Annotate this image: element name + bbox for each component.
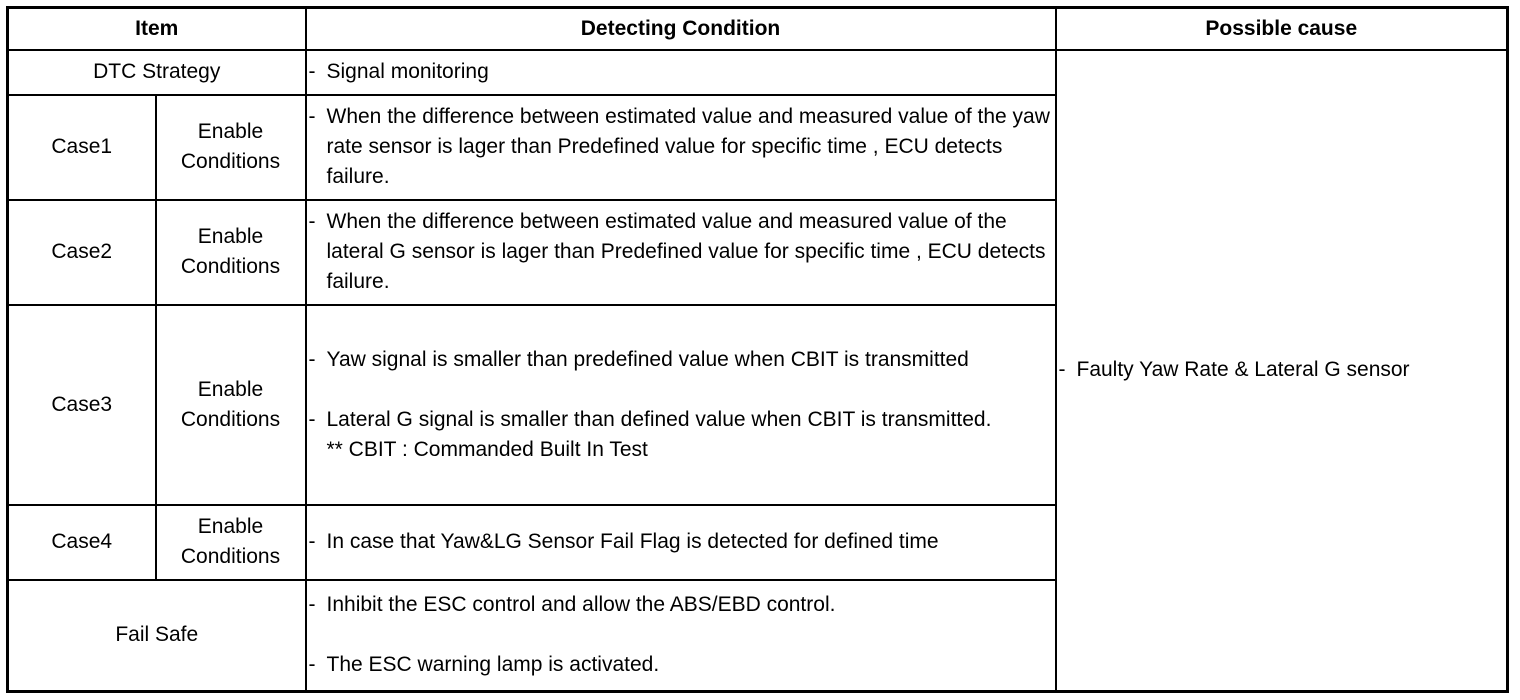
case1-enable-conditions [156, 95, 306, 200]
case2-enable-line1: Enable [197, 225, 264, 248]
case2-condition: - When the difference between estimated value and measured value of the lateral G sensor is lager than Predefined value for specific time , ECU detects failure. [307, 207, 1055, 297]
dtc-strategy-condition: - Signal monitoring [307, 57, 1055, 87]
dtc-detection-table [6, 6, 1509, 693]
fail-safe-condition-cell [306, 580, 1056, 692]
dtc-table-container [6, 6, 1509, 693]
table-row-dtc-strategy [8, 50, 1508, 95]
case4-enable-line2: Conditions [180, 545, 281, 568]
possible-cause-text: - Faulty Yaw Rate & Lateral G sensor [1057, 355, 1507, 385]
dtc-strategy-label: DTC Strategy [8, 50, 306, 95]
case1-label: Case1 [8, 95, 156, 200]
possible-cause-cell [1056, 50, 1508, 692]
header-row [8, 8, 1508, 50]
fail-safe-condition-1: - Inhibit the ESC control and allow the ABS/EBD control. [307, 590, 1055, 620]
case4-enable-conditions [156, 505, 306, 580]
case4-condition-cell [306, 505, 1056, 580]
case3-enable-line1: Enable [197, 377, 264, 401]
case1-condition-cell [306, 95, 1056, 200]
case2-condition-cell [306, 200, 1056, 305]
header-detecting-condition: Detecting Condition [306, 8, 1056, 50]
case3-enable-line2: Conditions [180, 407, 281, 431]
header-item: Item [8, 8, 306, 50]
header-possible-cause: Possible cause [1056, 8, 1508, 50]
case3-condition-2: - Lateral G signal is smaller than defined value when CBIT is transmitted. [307, 405, 1055, 435]
case4-label: Case4 [8, 505, 156, 580]
case4-condition: - In case that Yaw&LG Sensor Fail Flag is detected for defined time [307, 527, 1055, 557]
case2-enable-conditions [156, 200, 306, 305]
case3-cbit-note: ** CBIT : Commanded Built In Test [326, 437, 648, 461]
case1-condition: - When the difference between estimated value and measured value of the yaw rate sensor is lager than Predefined value for specific time , ECU detects failure. [307, 102, 1055, 192]
fail-safe-label: Fail Safe [8, 580, 306, 692]
case3-condition-1: - Yaw signal is smaller than predefined value when CBIT is transmitted [307, 345, 1055, 375]
fail-safe-condition-2: - The ESC warning lamp is activated. [307, 650, 1055, 680]
case2-label: Case2 [8, 200, 156, 305]
case3-enable-conditions [156, 305, 306, 505]
case1-enable-line2: Conditions [180, 150, 281, 173]
case3-label: Case3 [8, 305, 156, 505]
case3-condition-cell [306, 305, 1056, 505]
case2-enable-line2: Conditions [180, 255, 281, 278]
dtc-strategy-condition-cell [306, 50, 1056, 95]
case4-enable-line1: Enable [197, 515, 264, 538]
case1-enable-line1: Enable [197, 120, 264, 143]
